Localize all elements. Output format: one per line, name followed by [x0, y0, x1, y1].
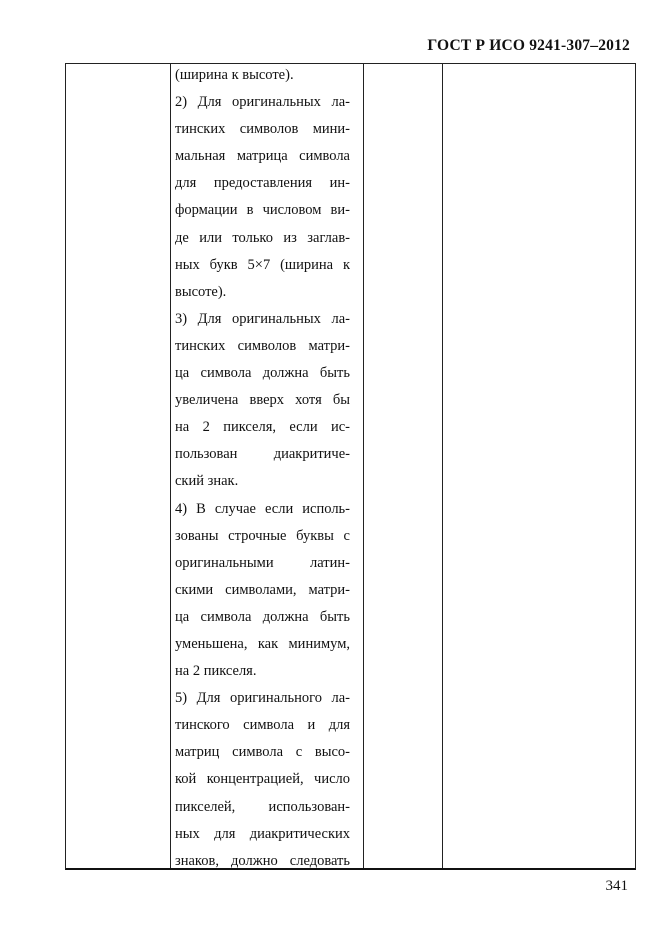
text-line: 4) В случае если исполь- — [175, 500, 350, 517]
table-column-divider — [363, 64, 364, 868]
text-line: скими символами, матри- — [175, 581, 350, 598]
text-line: де или только из заглав- — [175, 229, 350, 246]
document-header: ГОСТ Р ИСО 9241-307–2012 — [427, 37, 630, 54]
text-line: 3) Для оригинальных ла- — [175, 310, 350, 327]
text-line: формации в числовом ви- — [175, 202, 350, 219]
requirements-text-cell — [175, 62, 350, 875]
text-line: оригинальными латин- — [175, 554, 350, 571]
table-column-divider — [170, 64, 171, 868]
text-line: мальная матрица символа — [175, 148, 350, 165]
text-line: кой концентрацией, число — [175, 771, 350, 788]
table-frame — [65, 63, 636, 870]
text-line: пикселей, использован- — [175, 798, 350, 815]
text-line: на 2 пикселя, если ис- — [175, 419, 350, 436]
text-line: уменьшена, как минимум, — [175, 635, 350, 652]
text-line: знаков, должно следовать — [175, 852, 350, 869]
text-line: (ширина к высоте). — [175, 67, 294, 83]
table-column-divider — [442, 64, 443, 868]
text-line: тинских символов мини- — [175, 121, 350, 138]
text-line: 2) Для оригинальных ла- — [175, 94, 350, 111]
text-line: пользован диакритиче- — [175, 446, 350, 463]
text-line: ных для диакритических — [175, 825, 350, 842]
text-line: 5) Для оригинального ла- — [175, 690, 350, 707]
text-line: для предоставления ин- — [175, 175, 350, 192]
text-line: тинских символов матри- — [175, 337, 350, 354]
text-line: на 2 пикселя. — [175, 663, 257, 680]
text-line: ца символа должна быть — [175, 608, 350, 625]
page-number: 341 — [605, 878, 628, 894]
text-line: ца символа должна быть — [175, 365, 350, 382]
text-line: ных букв 5×7 (ширина к — [175, 256, 350, 273]
text-line: ский знак. — [175, 473, 239, 490]
text-line: высоте). — [175, 283, 227, 300]
text-line: матриц символа с высо- — [175, 744, 350, 761]
text-line: тинского символа и для — [175, 717, 350, 734]
text-line: зованы строчные буквы с — [175, 527, 350, 544]
text-line: увеличена вверх хотя бы — [175, 392, 350, 409]
